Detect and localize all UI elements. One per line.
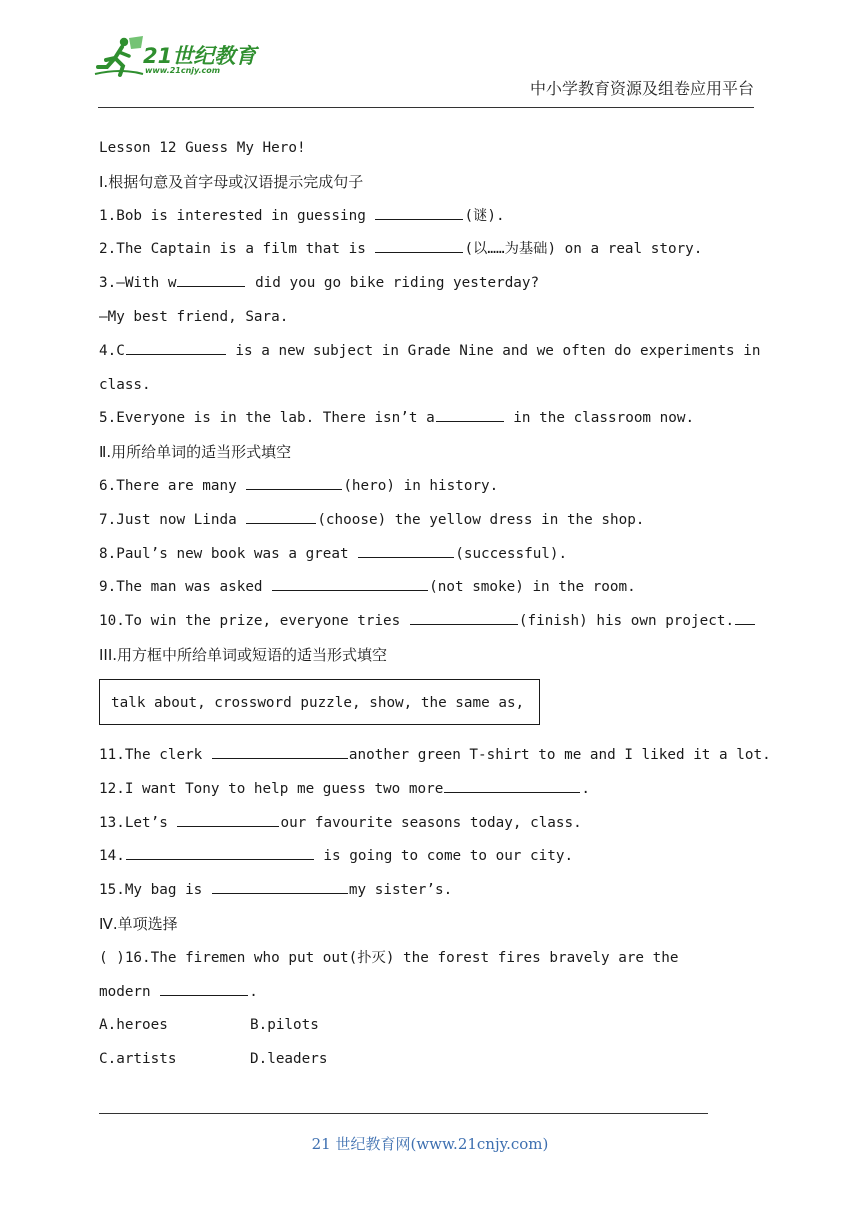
question-10: [99, 607, 767, 641]
answer-blank[interactable]: [410, 608, 518, 625]
question-1: [99, 202, 767, 236]
question-4-continued: class.: [99, 376, 151, 393]
question-text: (hero) in history.: [343, 477, 499, 494]
question-3-answer: —My best friend, Sara.: [99, 308, 289, 325]
question-text: 1.Bob is interested in guessing: [99, 207, 375, 224]
answer-blank[interactable]: [246, 507, 316, 524]
options-row-1: [99, 1011, 767, 1045]
question-text: another green T-shirt to me and I liked it a lot.: [348, 747, 771, 763]
logo-url: www.21cnjy.com: [145, 66, 221, 75]
answer-blank[interactable]: [212, 742, 348, 759]
answer-blank[interactable]: [272, 574, 428, 591]
question-text: 5.Everyone is in the lab. There isn’t a: [99, 410, 435, 427]
question-text: (successful).: [455, 545, 568, 562]
answer-blank[interactable]: [444, 776, 580, 793]
question-text: (finish) his own project.: [518, 613, 735, 630]
question-13: [99, 809, 767, 843]
question-3: [99, 269, 767, 303]
question-5: [99, 404, 767, 438]
answer-blank[interactable]: [246, 473, 342, 490]
question-text: (not smoke) in the room.: [429, 579, 636, 596]
question-text: 10.To win the prize, everyone tries: [99, 613, 409, 630]
question-14: [99, 842, 767, 876]
answer-blank[interactable]: [160, 979, 248, 996]
answer-blank[interactable]: [126, 843, 314, 860]
question-6: [99, 472, 767, 506]
word-box: talk about, crossword puzzle, show, the same as,: [99, 679, 540, 725]
question-text: modern: [99, 983, 160, 1000]
answer-blank[interactable]: [126, 338, 226, 355]
runner-icon: [93, 34, 149, 80]
question-text: .: [581, 780, 590, 797]
header-divider: [98, 107, 754, 108]
trailing-blank: [735, 608, 755, 625]
answer-blank[interactable]: [436, 405, 504, 422]
answer-blank[interactable]: [375, 203, 463, 220]
option-b[interactable]: B.pilots: [250, 1017, 319, 1034]
question-8: [99, 540, 767, 574]
question-text: 11.The clerk: [99, 747, 211, 763]
question-text: is a new subject in Grade Nine and we often do experiments in: [226, 342, 761, 359]
question-text: 3.—With w: [99, 275, 177, 292]
question-text: 12.I want Tony to help me guess two more: [99, 780, 444, 797]
section-2-title: Ⅱ.用所给单词的适当形式填空: [99, 443, 292, 462]
question-2: [99, 235, 767, 269]
section-1-title: Ⅰ.根据句意及首字母或汉语提示完成句子: [99, 172, 364, 191]
section-3-title: III.用方框中所给单词或短语的适当形式填空: [99, 645, 388, 664]
question-text: 7.Just now Linda: [99, 511, 246, 528]
question-text: 15.My bag is: [99, 882, 211, 899]
question-text: 13.Let’s: [99, 814, 177, 831]
option-d[interactable]: D.leaders: [250, 1051, 328, 1068]
footer-link[interactable]: 21 世纪教育网(www.21cnjy.com): [311, 1135, 549, 1153]
question-text: 14.: [99, 848, 125, 865]
site-logo[interactable]: [93, 34, 263, 80]
platform-title: 中小学教育资源及组卷应用平台: [529, 79, 754, 98]
question-text: (谜).: [464, 207, 505, 224]
question-7: [99, 506, 767, 540]
section-4-title: Ⅳ.单项选择: [99, 914, 178, 933]
lesson-title: Lesson 12 Guess My Hero!: [99, 140, 306, 156]
question-15: [99, 876, 767, 910]
exercise-content: [99, 134, 767, 675]
answer-blank[interactable]: [177, 270, 245, 287]
question-text: my sister’s.: [348, 882, 453, 899]
question-text: is going to come to our city.: [314, 848, 574, 865]
question-text: our favourite seasons today, class.: [280, 814, 582, 831]
question-9: [99, 573, 767, 607]
question-12: [99, 775, 767, 809]
question-text: did you go bike riding yesterday?: [246, 275, 540, 292]
logo-text: 21世纪教育: [143, 44, 257, 68]
question-text: in the classroom now.: [504, 410, 695, 427]
option-c[interactable]: C.artists: [99, 1051, 177, 1068]
question-text: 9.The man was asked: [99, 579, 272, 596]
question-text: 2.The Captain is a film that is: [99, 241, 375, 258]
footer-divider: [99, 1113, 708, 1114]
answer-blank[interactable]: [358, 541, 454, 558]
answer-blank[interactable]: [212, 877, 348, 894]
question-4: [99, 337, 767, 371]
options-row-2: [99, 1045, 767, 1079]
question-16: ( )16.The firemen who put out(扑灭) the forest fires bravely are the: [99, 949, 679, 966]
question-text: (choose) the yellow dress in the shop.: [317, 511, 645, 528]
answer-blank[interactable]: [375, 236, 463, 253]
question-text: (以……为基础) on a real story.: [464, 241, 703, 258]
question-text: 8.Paul’s new book was a great: [99, 545, 358, 562]
question-11: [99, 741, 771, 775]
exercise-content-continued: [99, 741, 771, 1079]
question-text: .: [249, 983, 258, 1000]
question-16-continued: [99, 978, 767, 1012]
question-text: 4.C: [99, 342, 125, 359]
question-text: 6.There are many: [99, 477, 246, 494]
answer-blank[interactable]: [177, 810, 279, 827]
option-a[interactable]: A.heroes: [99, 1017, 168, 1034]
